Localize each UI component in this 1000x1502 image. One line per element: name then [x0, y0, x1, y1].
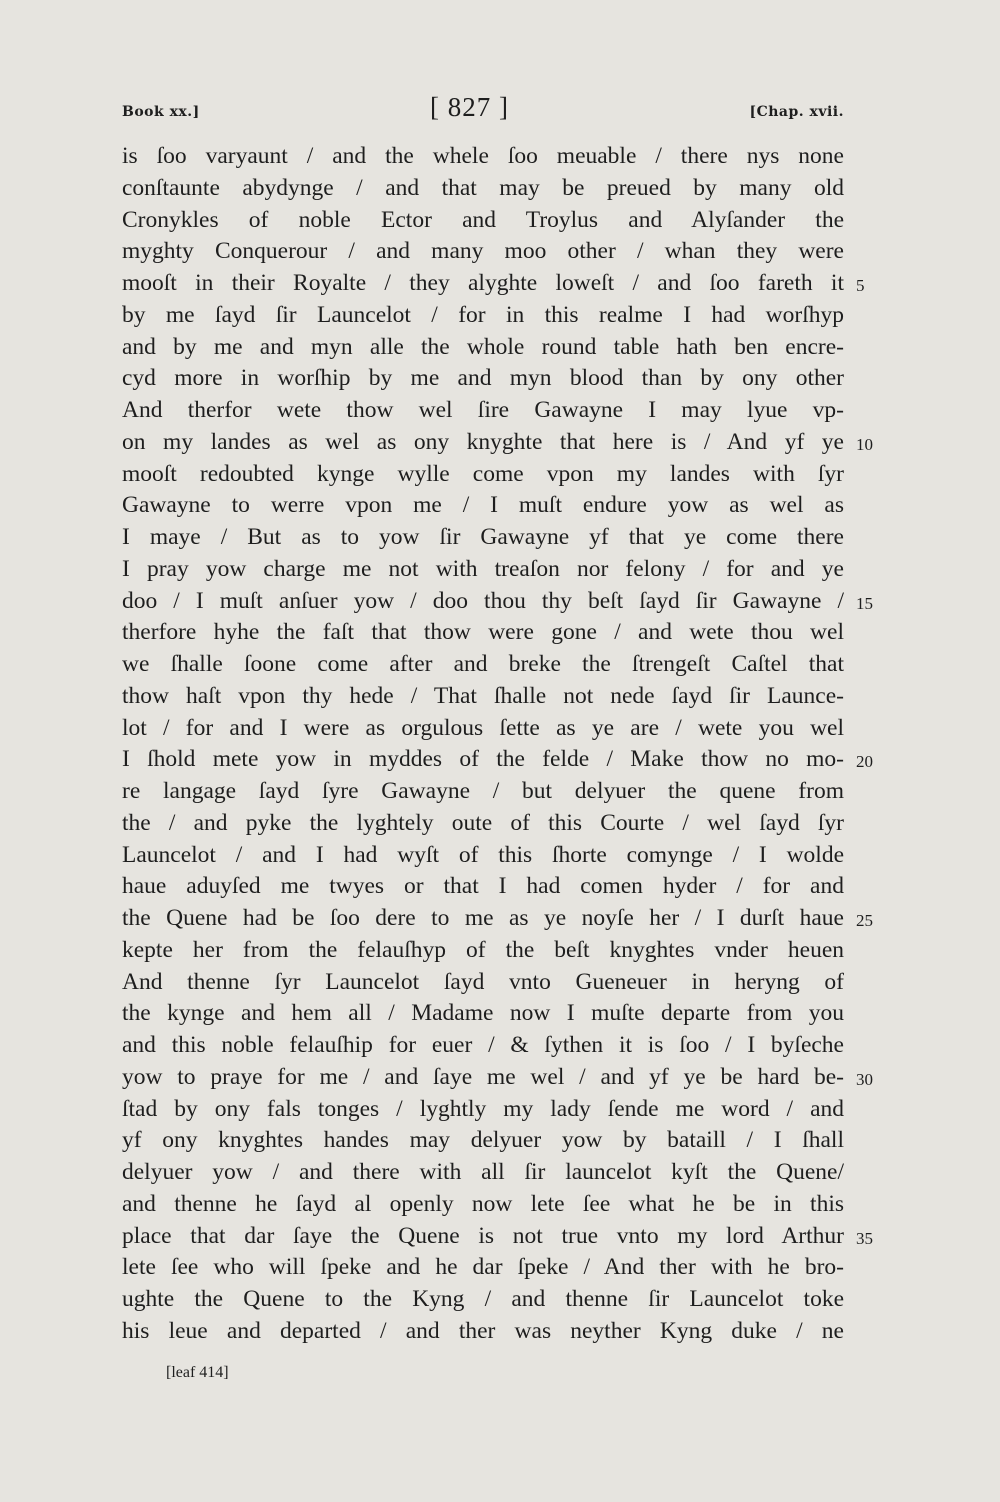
text-line-content: ughte the Quene to the Kyng / and thenne ſir Launcelot toke	[122, 1286, 844, 1312]
text-line-content: and by me and myn alle the whole round table hath ben encre-	[122, 333, 844, 360]
text-line-content: by me ſayd ſir Launcelot / for in this realme I had worſhyp	[122, 301, 844, 328]
text-line-content: haue aduyſed me twyes or that I had comen hyder / for and	[122, 873, 844, 900]
text-line-content: ſtad by ony fals tonges / lyghtly my lady ſende me word / and	[122, 1095, 844, 1122]
text-line	[122, 490, 844, 522]
text-line	[122, 776, 844, 808]
text-line-content: Gawayne to werre vpon me / I muſt endure yow as wel as	[122, 492, 844, 519]
text-line	[122, 998, 844, 1030]
text-line-content: yow to praye for me / and ſaye me wel / and yf ye be hard be-	[122, 1063, 844, 1090]
text-line	[122, 141, 844, 173]
text-line-content: lot / for and I were as orgulous ſette as ye are / wete you wel	[122, 714, 844, 741]
text-line-content: conſtaunte abydynge / and that may be preued by many old	[122, 174, 844, 201]
text-line-content: place that dar ſaye the Quene is not true vnto my lord Arthur	[122, 1222, 844, 1249]
text-line	[122, 681, 844, 713]
text-line	[122, 617, 844, 649]
body-text	[122, 141, 873, 1348]
text-line-content: mooſt in their Royalte / they alyghte loweſt / and ſoo fareth it	[122, 270, 844, 296]
text-line	[122, 363, 844, 395]
text-line-content: thow haſt vpon thy hede / That ſhalle not nede ſayd ſir Launce-	[122, 682, 844, 709]
running-head-chapter: [Chap. xvii.	[749, 104, 844, 120]
text-line	[122, 808, 844, 840]
text-line-content: is ſoo varyaunt / and the whele ſoo meuable / there nys none	[122, 143, 844, 169]
leaf-note: [leaf 414]	[166, 1364, 229, 1381]
page-header	[122, 92, 844, 136]
text-line	[122, 903, 873, 935]
text-line-content: re langage ſayd ſyre Gawayne / but delyuer the quene from	[122, 778, 844, 804]
text-line	[122, 459, 844, 491]
text-line	[122, 935, 844, 967]
text-line-content: Cronykles of noble Ector and Troylus and Alyſander the	[122, 206, 844, 233]
text-line	[122, 300, 844, 332]
text-line-content: doo / I muſt anſuer yow / doo thou thy beſt ſayd ſir Gawayne /	[122, 587, 844, 614]
text-line-content: and thenne he ſayd al openly now lete ſee what he be in this	[122, 1190, 844, 1217]
text-line-content: kepte her from the felauſhyp of the beſt knyghtes vnder heuen	[122, 936, 844, 963]
text-line	[122, 586, 873, 618]
text-line	[122, 713, 844, 745]
text-line	[122, 1030, 844, 1062]
line-number: 20	[856, 752, 873, 772]
text-line-content: the Quene had be ſoo dere to me as ye noyſe her / I durſt haue	[122, 905, 844, 931]
text-line	[122, 427, 873, 459]
text-line-content: delyuer yow / and there with all ſir launcelot kyſt the Quene/	[122, 1159, 844, 1185]
text-line-content: mooſt redoubted kynge wylle come vpon my landes with ſyr	[122, 460, 844, 487]
text-line	[122, 744, 873, 776]
text-line-content: lete ſee who will ſpeke and he dar ſpeke / And ther with he bro-	[122, 1254, 844, 1281]
text-line-content: therfore hyhe the faſt that thow were gone / and wete thou wel	[122, 619, 844, 646]
text-line	[122, 967, 844, 999]
text-line-content: cyd more in worſhip by me and myn blood than by ony other	[122, 365, 844, 392]
text-line-content: on my landes as wel as ony knyghte that here is / And yf ye	[122, 428, 844, 455]
text-line-content: myghty Conquerour / and many moo other / whan they were	[122, 238, 844, 265]
text-line-content: his leue and departed / and ther was neyther Kyng duke / ne	[122, 1317, 844, 1344]
line-number: 10	[856, 434, 873, 454]
text-line-content: yf ony knyghtes handes may delyuer yow by bataill / I ſhall	[122, 1127, 844, 1154]
text-line	[122, 649, 844, 681]
text-line	[122, 1062, 873, 1094]
text-line	[122, 173, 844, 205]
text-line	[122, 1125, 844, 1157]
text-line	[122, 332, 844, 364]
text-line	[122, 1094, 844, 1126]
text-line	[122, 395, 844, 427]
text-line	[122, 236, 844, 268]
text-line-content: we ſhalle ſoone come after and breke the ſtrengeſt Caſtel that	[122, 651, 844, 677]
text-line-content: Launcelot / and I had wyſt of this ſhorte comynge / I wolde	[122, 841, 844, 868]
line-number: 30	[856, 1069, 873, 1089]
text-line-content: I maye / But as to yow ſir Gawayne yf that ye come there	[122, 524, 844, 550]
text-line-content: I ſhold mete yow in myddes of the felde / Make thow no mo-	[122, 746, 844, 773]
text-line-content: the / and pyke the lyghtely oute of this Courte / wel ſayd ſyr	[122, 809, 844, 836]
page-number: [ 827 ]	[430, 92, 509, 122]
text-line-content: the kynge and hem all / Madame now I muſte departe from you	[122, 1000, 844, 1027]
text-line-content: And therfor wete thow wel ſire Gawayne I may lyue vp-	[122, 397, 844, 423]
line-number: 35	[856, 1228, 873, 1248]
text-line-content: And thenne ſyr Launcelot ſayd vnto Gueneuer in heryng of	[122, 968, 844, 995]
text-line	[122, 522, 844, 554]
text-line	[122, 1316, 844, 1348]
text-line	[122, 1189, 844, 1221]
text-line	[122, 268, 865, 300]
text-line	[122, 1157, 844, 1189]
text-line-content: and this noble felauſhip for euer / & ſythen it is ſoo / I byſeche	[122, 1032, 844, 1058]
text-line	[122, 871, 844, 903]
line-number: 25	[856, 911, 873, 930]
text-line-content: I pray yow charge me not with treaſon nor felony / for and ye	[122, 555, 844, 582]
line-number: 15	[856, 593, 873, 613]
text-line	[122, 554, 844, 586]
text-line	[122, 1221, 873, 1253]
text-line	[122, 1284, 844, 1316]
text-line	[122, 1252, 844, 1284]
text-line	[122, 205, 844, 237]
text-line	[122, 840, 844, 872]
line-number: 5	[856, 276, 865, 295]
running-head-book: Book xx.]	[122, 104, 200, 120]
